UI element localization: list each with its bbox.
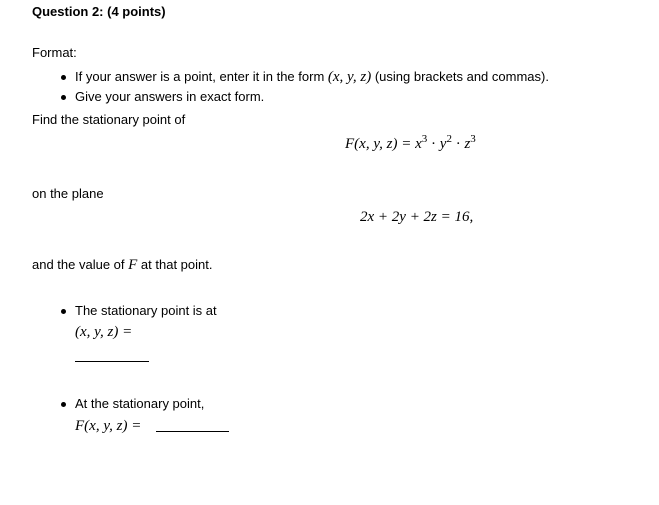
bullet-icon: [61, 402, 66, 407]
format-item-point-text: If your answer is a point, enter it in the form: [75, 69, 328, 84]
stationary-point-label: The stationary point is at: [75, 303, 217, 318]
plane-text: on the plane: [32, 186, 104, 201]
function-dot: ·: [427, 136, 440, 152]
format-label: Format:: [32, 45, 77, 60]
value-text-suffix: at that point.: [137, 257, 213, 272]
function-term-y: y: [439, 136, 447, 152]
value-text-var: F: [128, 257, 138, 273]
format-item-point: [75, 69, 549, 86]
function-term-z: z: [464, 136, 471, 152]
function-lhs: F(x, y, z) =: [345, 136, 416, 152]
constraint-equation: 2x + 2y + 2z = 16,: [360, 209, 474, 225]
function-equation: [345, 133, 476, 153]
question-title: Question 2: (4 points): [32, 4, 166, 19]
function-exp-y: 2: [446, 133, 452, 145]
function-value-label: At the stationary point,: [75, 396, 205, 411]
bullet-icon: [61, 75, 66, 80]
format-item-point-math: (x, y, z): [327, 69, 372, 85]
stationary-point-answer-blank[interactable]: [75, 361, 149, 362]
function-value-answer-blank[interactable]: [156, 431, 229, 432]
find-text: Find the stationary point of: [32, 112, 186, 127]
format-item-exact: Give your answers in exact form.: [75, 89, 265, 104]
format-item-point-suffix: (using brackets and commas).: [371, 69, 549, 84]
function-exp-z: 3: [470, 133, 476, 145]
function-term-x: x: [415, 136, 422, 152]
function-dot: ·: [451, 136, 465, 152]
function-exp-x: 3: [421, 133, 428, 145]
bullet-icon: [61, 95, 66, 100]
value-text-prefix: and the value of: [32, 257, 129, 272]
function-value-math: F(x, y, z) =: [75, 418, 142, 434]
value-text: [32, 257, 212, 274]
stationary-point-math: (x, y, z) =: [75, 324, 133, 340]
bullet-icon: [61, 309, 66, 314]
